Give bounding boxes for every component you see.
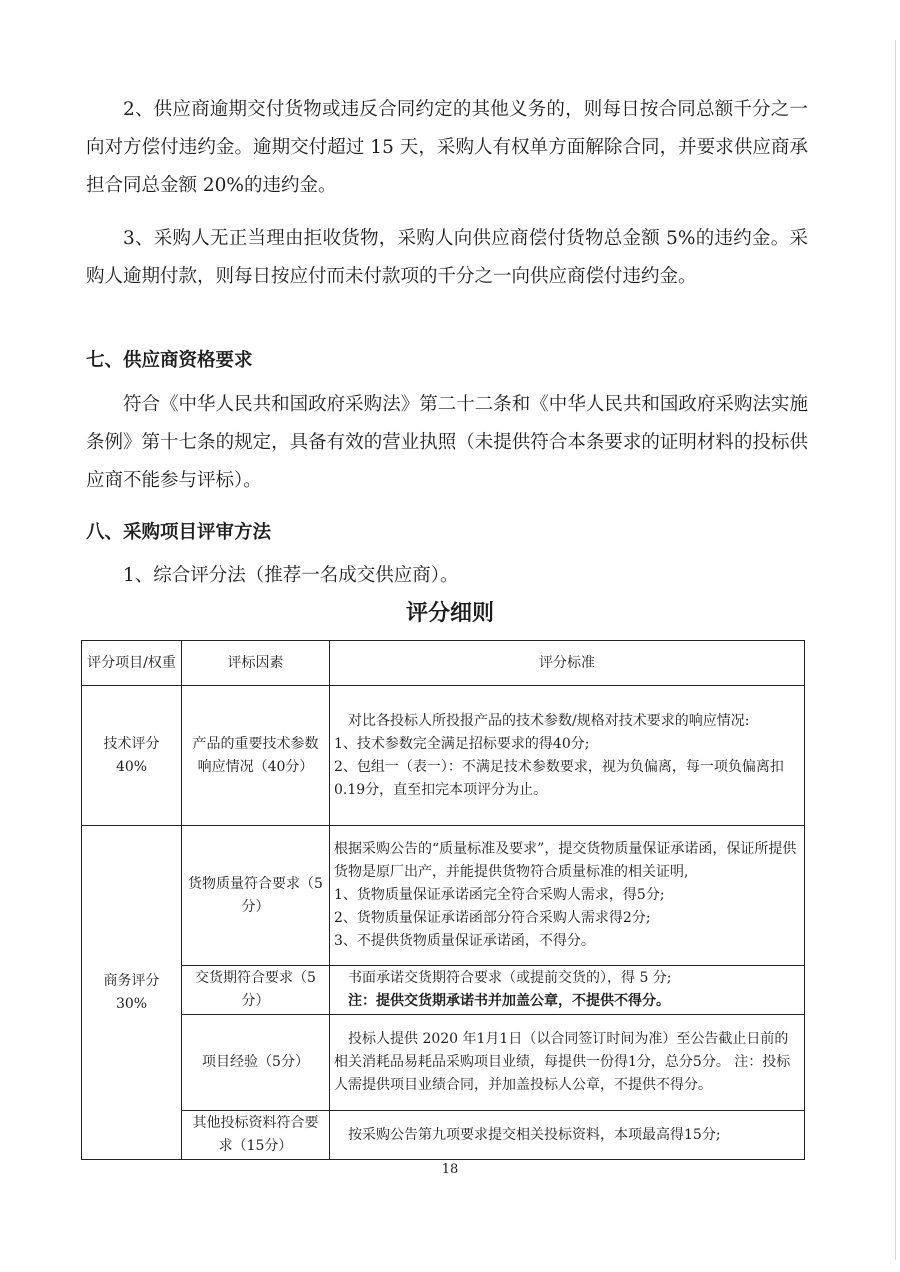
tech-weight: 40% (115, 758, 148, 775)
biz-weight: 30% (115, 995, 148, 1012)
section-8-heading: 八、采购项目评审方法 (86, 522, 272, 543)
scan-edge-line (895, 40, 896, 1260)
section-7-paragraph: 符合《中华人民共和国政府采购法》第二十二条和《中华人民共和国政府采购法实施条例》第十七条的规定，具备有效的营业执照（未提供符合本条要求的证明材料的投标供应商不能参与评标）。 (86, 394, 808, 491)
table-row-experience (82, 1015, 805, 1111)
table-title: 评分细则 (405, 600, 494, 626)
quality-criteria-intro: 根据采购公告的“质量标准及要求”，提交货物质量保证承诺函，保证所提供货物是原厂出产，并能提供货物符合质量标准的相关证明, (334, 841, 797, 880)
header-criteria: 评分标准 (330, 641, 805, 686)
other-criteria-text: 按采购公告第九项要求提交相关投标资料，本项最高得15分; (348, 1126, 721, 1143)
biz-category-label: 商务评分 (103, 972, 160, 989)
quality-criteria-item-3: 3、不提供货物质量保证承诺函，不得分。 (334, 933, 595, 949)
quality-criteria-item-1: 1、货物质量保证承诺函完全符合采购人需求，得5分; (334, 887, 665, 903)
experience-criteria-text: 投标人提供 2020 年1月1日（以合同签订时间为准）至公告截止日前的相关消耗品易耗品采购项目业绩，每提供一份得1分，总分5分。 注：投标人需提供项目业绩合同，并加盖投标人公章，不提供不得分。 (334, 1031, 791, 1093)
page-number: 18 (441, 1162, 459, 1177)
table-row-other (82, 1111, 805, 1160)
other-factor-cell: 其他投标资料符合要求（15分） (182, 1111, 330, 1160)
table-row-delivery (82, 966, 805, 1015)
tech-criteria-item-1: 1、技术参数完全满足招标要求的得40分; (334, 735, 590, 752)
experience-factor-cell: 项目经验（5分） (182, 1015, 330, 1111)
tech-criteria-cell (330, 686, 805, 826)
table-row-quality (82, 826, 805, 966)
scoring-table (81, 640, 805, 1160)
delivery-factor-cell: 交货期符合要求（5分） (182, 966, 330, 1015)
quality-criteria-item-2: 2、货物质量保证承诺函部分符合采购人需求得2分; (334, 910, 651, 926)
quality-factor-cell: 货物质量符合要求（5分） (182, 826, 330, 966)
clause-2-paragraph: 2、供应商逾期交付货物或违反合同约定的其他义务的，则每日按合同总额千分之一向对方偿付违约金。逾期交付超过 15 天，采购人有权单方面解除合同，并要求供应商承担合同总金额 20%的违约金。 (86, 99, 808, 196)
delivery-criteria-note: 注：提供交货期承诺书并加盖公章，不提供不得分。 (348, 993, 670, 1009)
tech-factor-cell: 产品的重要技术参数响应情况（40分） (182, 686, 330, 826)
table-row-tech (82, 686, 805, 826)
section-7-heading: 七、供应商资格要求 (86, 350, 253, 371)
delivery-criteria-cell (330, 966, 805, 1015)
tech-criteria-item-2: 2、包组一（表一）：不满足技术参数要求，视为负偏离，每一项负偏离扣0.19分，直至扣完本项评分为止。 (334, 758, 784, 798)
header-category: 评分项目/权重 (82, 641, 182, 686)
biz-category-cell (82, 826, 182, 1160)
delivery-criteria-text: 书面承诺交货期符合要求（或提前交货的），得 5 分; (348, 970, 672, 986)
tech-category-cell (82, 686, 182, 826)
quality-criteria-cell (330, 826, 805, 966)
clause-3-paragraph: 3、采购人无正当理由拒收货物，采购人向供应商偿付货物总金额 5%的违约金。采购人逾期付款，则每日按应付而未付款项的千分之一向供应商偿付违约金。 (86, 228, 808, 287)
tech-category-label: 技术评分 (103, 735, 160, 752)
header-factor: 评标因素 (182, 641, 330, 686)
section-8-paragraph: 1、综合评分法（推荐一名成交供应商）。 (123, 565, 459, 586)
experience-criteria-cell (330, 1015, 805, 1111)
table-header-row (82, 641, 805, 686)
other-criteria-cell (330, 1111, 805, 1160)
tech-criteria-intro: 对比各投标人所投报产品的技术参数/规格对技术要求的响应情况: (348, 712, 750, 729)
